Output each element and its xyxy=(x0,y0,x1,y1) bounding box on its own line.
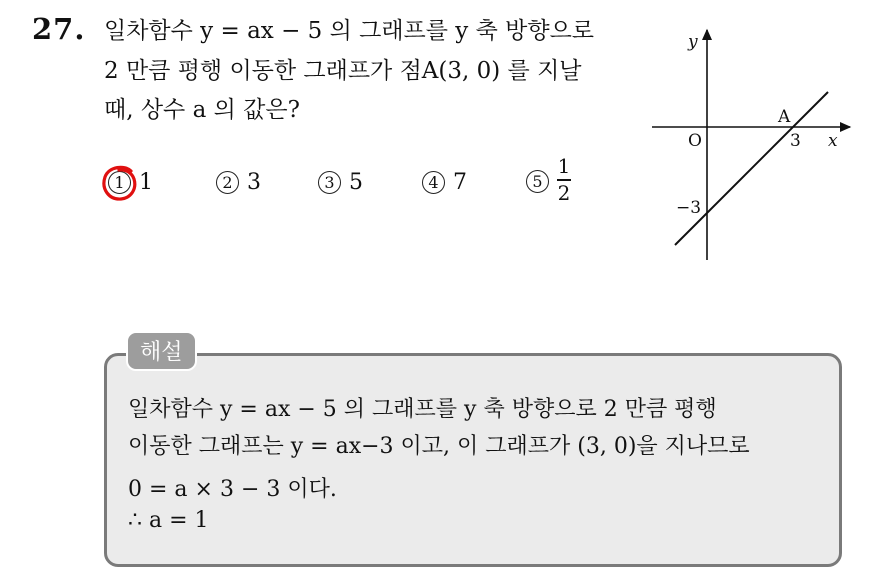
origin-label: O xyxy=(688,131,702,151)
solution-line-4: ∴ a = 1 xyxy=(128,508,209,533)
choice-4[interactable] xyxy=(422,170,467,195)
choice-marker-2: 2 xyxy=(216,171,239,194)
fraction-numerator: 1 xyxy=(557,154,571,178)
solution-line-3: 0 = a × 3 − 3 이다. xyxy=(128,477,337,502)
choice-marker-1: 1 xyxy=(108,171,131,194)
y-axis-label: y xyxy=(688,32,698,52)
question-text-line-1: 일차함수 y = ax − 5 의 그래프를 y 축 방향으로 xyxy=(104,18,595,44)
solution-line-1: 일차함수 y = ax − 5 의 그래프를 y 축 방향으로 2 만큼 평행 xyxy=(128,397,717,422)
solution-line-2: 이동한 그래프는 y = ax−3 이고, 이 그래프가 (3, 0)을 지나므로 xyxy=(128,434,750,459)
graph-line xyxy=(675,92,828,245)
choice-1[interactable] xyxy=(108,170,153,195)
point-a-label: A xyxy=(778,107,791,127)
x-intercept-tick-label: 3 xyxy=(790,131,801,151)
choice-2[interactable] xyxy=(216,170,261,195)
choice-value-4: 7 xyxy=(453,170,467,195)
choice-marker-5: 5 xyxy=(526,170,549,193)
y-intercept-tick-label: −3 xyxy=(676,198,702,218)
choice-marker-3: 3 xyxy=(318,171,341,194)
x-axis-label: x xyxy=(828,131,838,151)
question-number: 27. xyxy=(32,12,86,46)
fraction-denominator: 2 xyxy=(557,180,571,205)
choice-value-1: 1 xyxy=(139,170,153,195)
solution-box xyxy=(104,353,842,567)
solution-tab-label: 해설 xyxy=(126,331,197,371)
coordinate-graph xyxy=(640,20,860,265)
question-text-line-2: 2 만큼 평행 이동한 그래프가 점A(3, 0) 를 지날 xyxy=(104,58,582,84)
choice-marker-4: 4 xyxy=(422,171,445,194)
choice-value-5-fraction xyxy=(557,156,571,204)
choice-3[interactable] xyxy=(318,170,363,195)
question-text-line-3: 때, 상수 a 의 값은? xyxy=(104,97,300,123)
choice-5[interactable] xyxy=(526,154,571,206)
selected-circle-mark-icon xyxy=(101,163,139,203)
choice-value-3: 5 xyxy=(349,170,363,195)
choice-value-2: 3 xyxy=(247,170,261,195)
